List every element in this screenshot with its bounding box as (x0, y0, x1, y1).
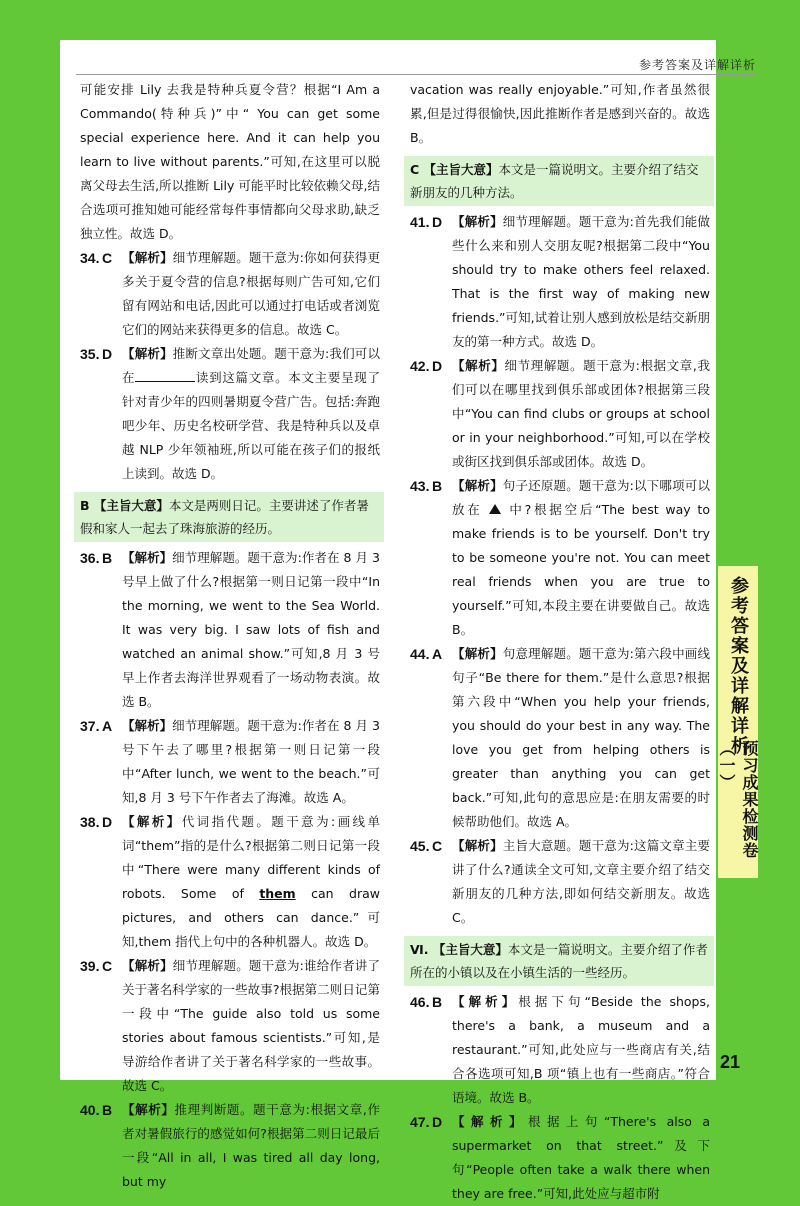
section-vi-summary (404, 936, 714, 986)
analysis-tag: 【解析】 (452, 646, 503, 661)
answer-text: 根据下句“Beside the shops, there's a bank, a museum and a restaurant.”可知,此处应与一些商店有关,结合各选项可知,B 项“镇上也有一些商店。”符合语境。故选 B。 (452, 994, 710, 1105)
answer-text: 细节理解题。题干意为:根据文章,我们可以在哪里找到俱乐部或团体?根据第三段中“You can find clubs or groups at school or in your neighborhood.”可知,可以在学校或街区找到俱乐部或团体。故选 D。 (452, 358, 710, 469)
analysis-tag: 【解析】 (122, 250, 173, 265)
analysis-tag: 【解析】 (452, 358, 505, 373)
answer-41 (410, 210, 710, 354)
section-c-summary (404, 156, 714, 206)
answer-text: 主旨大意题。题干意为:这篇文章主要讲了什么?通读全文可知,文章主要介绍了结交新朋友的几种方法,即如何结交新朋友。故选 C。 (452, 838, 710, 925)
question-number: 41. (410, 214, 430, 230)
section-summary: 本文是两则日记。主要讲述了作者暑假和家人一起去了珠海旅游的经历。 (80, 498, 369, 536)
triangle-blank-icon (489, 504, 501, 514)
answer-text-cont: can draw pictures, and others can dance.”可知,them 指代上句中的各种机器人。故选 D。 (122, 886, 380, 949)
answer-letter: C (102, 958, 113, 974)
answer-letter: B (102, 550, 113, 566)
answer-letter: D (102, 346, 113, 362)
left-column (80, 78, 380, 1194)
question-number: 42. (410, 358, 430, 374)
answer-letter: A (102, 718, 113, 734)
answer-letter: D (432, 214, 443, 230)
answer-text: 细节理解题。题干意为:作者在 8 月 3 号早上做了什么?根据第一则日记第一段中“In the morning, we went to the Sea World. It was very big. I saw lots of fish and watched an animal show.”可知,8 月 3 号早上作者去海洋世界观看了一场动物表演。故选 B。 (122, 550, 380, 709)
analysis-tag: 【解析】 (452, 994, 519, 1009)
answer-letter: C (432, 838, 443, 854)
analysis-tag: 【解析】 (452, 1114, 528, 1129)
answer-39 (80, 954, 380, 1098)
answer-letter: B (432, 994, 443, 1010)
header-rule (76, 74, 756, 75)
answer-letter: A (432, 646, 443, 662)
right-column (410, 78, 710, 1206)
analysis-tag: 【解析】 (122, 958, 173, 973)
answer-45 (410, 834, 710, 930)
question-number: 37. (80, 718, 100, 734)
answer-text: 细节理解题。题干意为:首先我们能做些什么来和别人交朋友呢?根据第二段中“You should try to make others feel relaxed. That is the first way of making new friends.”可知,试着让别人感到放松是结交新朋友的第一种方式。故选 D。 (452, 214, 710, 349)
answer-text-cont: 中?根据空后“The best way to make friends is to be yourself. Don't try to be someone you're not. You can meet real friends when you are true to yourself.”可知,本段主要在讲要做自己。故选 B。 (452, 502, 710, 637)
answer-46 (410, 990, 710, 1110)
side-tab-subtitle: 预习成果检测卷（一） (717, 740, 759, 859)
question-number: 46. (410, 994, 430, 1010)
answer-34 (80, 246, 380, 342)
analysis-tag: 【解析】 (452, 838, 503, 853)
analysis-tag: 【解析】 (122, 550, 173, 565)
answer-letter: D (432, 358, 443, 374)
running-header: 参考答案及详解详析 (638, 58, 756, 72)
section-summary: 本文是一篇说明文。主要介绍了结交新朋友的几种方法。 (410, 162, 699, 200)
section-summary: 本文是一篇说明文。主要介绍了作者所在的小镇以及在小镇生活的一些经历。 (410, 942, 708, 980)
section-label: Ⅵ. 【主旨大意】 (410, 942, 508, 957)
answer-42 (410, 354, 710, 474)
answer-text: 代词指代题。题干意为:画线单词“them”指的是什么?根据第二则日记第一段中“There were many different kinds of robots. Some of (122, 814, 380, 901)
question-number: 47. (410, 1114, 430, 1130)
analysis-tag: 【解析】 (122, 718, 173, 733)
section-b-summary (74, 492, 384, 542)
question-number: 43. (410, 478, 430, 494)
question-number: 45. (410, 838, 430, 854)
carryover-text: 可能安排 Lily 去我是特种兵夏令营？根据“I Am a Commando(特种兵)”中“ You can get some special experience here. And it can help you learn to live without parents.”可知,在这里可以脱离父母去生活,所以推断 Lily 可能平时比较依赖父母,结合选项可推知她可能经常每件事情都向父母求助,缺乏独立性。故选 D。 (80, 82, 380, 241)
analysis-tag: 【解析】 (122, 814, 182, 829)
answer-37 (80, 714, 380, 810)
answer-letter: B (432, 478, 443, 494)
analysis-tag: 【解析】 (452, 214, 503, 229)
answer-35 (80, 342, 380, 486)
question-number: 35. (80, 346, 100, 362)
analysis-tag: 【解析】 (122, 346, 173, 361)
fill-blank (135, 369, 195, 382)
side-tab-subtitle-wrap (718, 740, 758, 900)
answer-letter: C (102, 250, 113, 266)
answer-40 (80, 1098, 380, 1194)
question-number: 44. (410, 646, 430, 662)
answer-43 (410, 474, 710, 642)
question-number: 38. (80, 814, 100, 830)
answer-44 (410, 642, 710, 834)
answer-47 (410, 1110, 710, 1206)
analysis-tag: 【解析】 (122, 1102, 175, 1117)
section-label: C 【主旨大意】 (410, 162, 499, 177)
answer-text: 推断文章出处题。题干意为:我们可以在 (122, 346, 380, 385)
answer-text: 推理判断题。题干意为:根据文章,作者对暑假旅行的感觉如何?根据第二则日记最后一段“All in all, I was tired all day long, but my (122, 1102, 380, 1189)
side-tab-title: 参考答案及详解详析 (728, 576, 749, 756)
page-number: 21 (719, 1052, 740, 1072)
answer-letter: B (102, 1102, 113, 1118)
question-number: 40. (80, 1102, 100, 1118)
answer-text: 句意理解题。题干意为:第六段中画线句子“Be there for them.”是什么意思?根据第六段中“When you help your friends, you should do your best in any way. The love you get from helping others is greater than anything you can get back.”可知,此句的意思应是:在朋友需要的时候帮助他们。故选 A。 (452, 646, 710, 829)
question-number: 34. (80, 250, 100, 266)
answer-text: 根据上句“There's also a supermarket on that street.”及下句“People often take a walk there when they are free.”可知,此处应与超市附 (452, 1114, 710, 1201)
answer-text: 细节理解题。题干意为:你如何获得更多关于夏令营的信息?根据每则广告可知,它们留有网站和电话,因此可以通过打电话或者浏览它们的网站来获得更多的信息。故选 C。 (122, 250, 380, 337)
carryover-text: vacation was really enjoyable.”可知,作者虽然很累,但是过得很愉快,因此推断作者是感到兴奋的。故选 B。 (410, 82, 710, 145)
answer-text: 细节理解题。题干意为:谁给作者讲了关于著名科学家的一些故事?根据第二则日记第一段中“The guide also told us some stories about famous scientists.”可知,是导游给作者讲了关于著名科学家的一些故事。故选 C。 (122, 958, 380, 1093)
underlined-word: them (259, 886, 296, 901)
answer-letter: D (432, 1114, 443, 1130)
answer-38 (80, 810, 380, 954)
question-number: 36. (80, 550, 100, 566)
answer-text: 细节理解题。题干意为:作者在 8 月 3 号下午去了哪里?根据第一则日记第一段中“After lunch, we went to the beach.”可知,8 月 3 号下午作者去了海滩。故选 A。 (122, 718, 380, 805)
answer-text: 句子还原题。题干意为:以下哪项可以放在 (452, 478, 710, 517)
answer-36 (80, 546, 380, 714)
analysis-tag: 【解析】 (452, 478, 503, 493)
question-number: 39. (80, 958, 100, 974)
answer-letter: D (102, 814, 113, 830)
section-label: B 【主旨大意】 (80, 498, 169, 513)
answer-text-cont: 读到这篇文章。本文主要呈现了针对青少年的四则暑期夏令营广告。包括:奔跑吧少年、历史名校研学营、我是特种兵以及卓越 NLP 少年领袖班,所以可能在孩子们的报纸上读到。故选 D。 (122, 370, 380, 481)
